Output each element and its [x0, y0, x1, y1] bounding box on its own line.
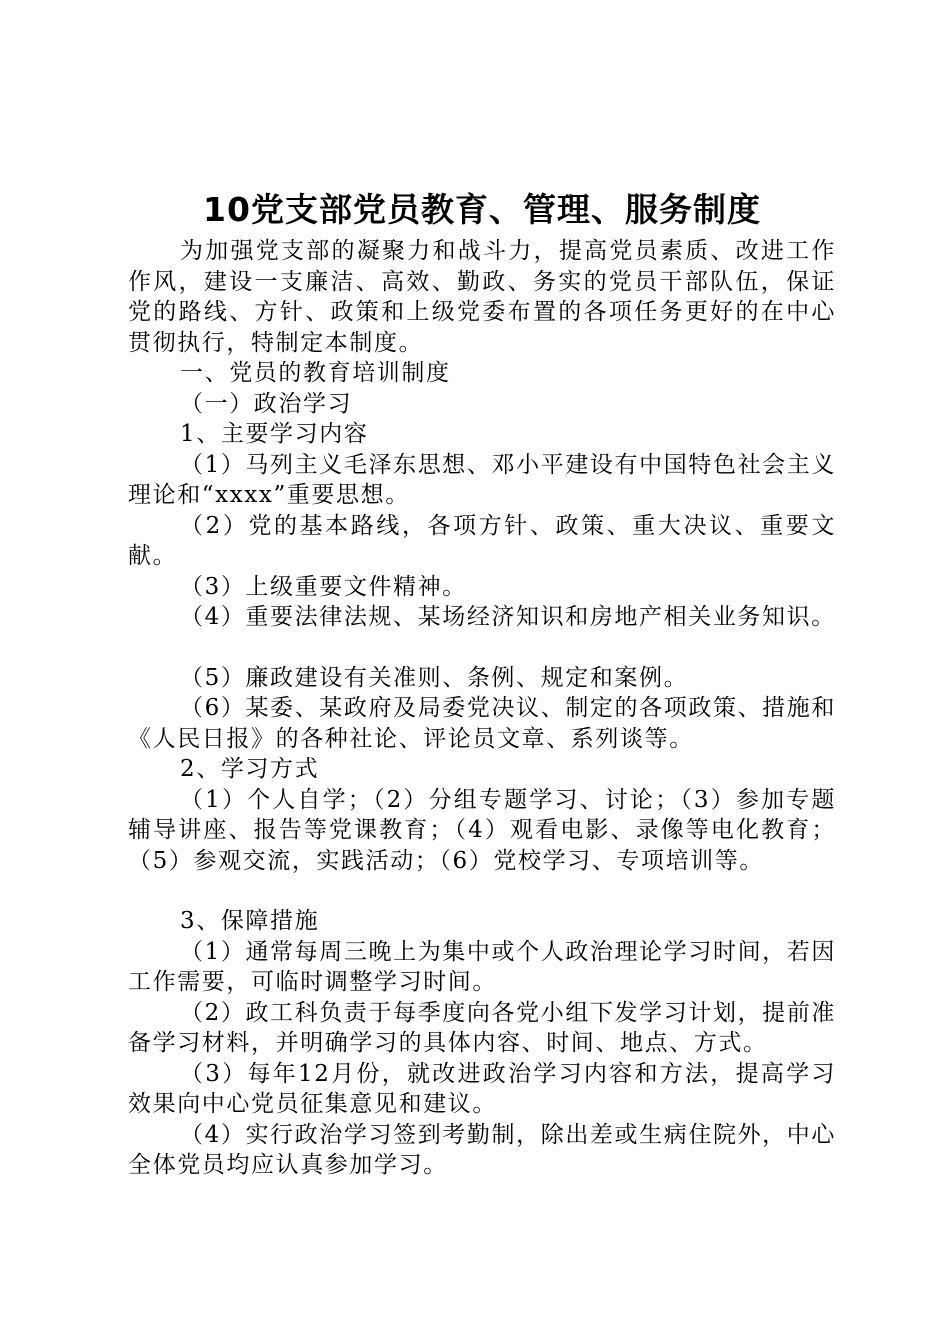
blank-line [128, 876, 836, 906]
list-item: （2）政工科负责于每季度向各党小组下发学习计划，提前准备学习材料，并明确学习的具体内容、时间、地点、方式。 [128, 999, 836, 1056]
list-item: （4）重要法律法规、某场经济知识和房地产相关业务知识。 [180, 604, 836, 630]
list-item: （1）马列主义毛泽东思想、邓小平建设有中国特色社会主义理论和“xxxx”重要思想。 [128, 451, 836, 508]
list-item: （3）上级重要文件精神。 [180, 573, 467, 600]
item-heading: 2、学习方式 [180, 756, 320, 782]
item-heading: 3、保障措施 [180, 908, 320, 934]
document-body [128, 236, 836, 1181]
list-item: （1）个人自学；（2）分组专题学习、讨论；（3）参加专题辅导讲座、报告等党课教育；（4）观看电影、录像等电化教育；（5）参观交流，实践活动；（6）党校学习、专项培训等。 [128, 786, 836, 874]
list-item: （3）每年12月份，就改进政治学习内容和方法，提高学习效果向中心党员征集意见和建议。 [128, 1060, 836, 1117]
list-item: （2）党的基本路线，各项方针、政策、重大决议、重要文献。 [128, 512, 836, 569]
subsection-heading: （一）政治学习 [180, 390, 353, 417]
document-page [128, 186, 836, 1181]
blank-line [128, 633, 836, 663]
item-heading: 1、主要学习内容 [180, 421, 369, 447]
list-item: （6）某委、某政府及局委党决议、制定的各项政策、措施和《人民日报》的各种社论、评论员文章、系列谈等。 [128, 695, 836, 752]
list-item: （5）廉政建设有关准则、条例、规定和案例。 [180, 664, 689, 691]
section-heading: 一、党员的教育培训制度 [180, 360, 451, 386]
list-item: （1）通常每周三晚上为集中或个人政治理论学习时间，若因工作需要，可临时调整学习时间。 [128, 938, 836, 995]
document-title: 10党支部党员教育、管理、服务制度 [203, 190, 761, 229]
intro-paragraph: 为加强党支部的凝聚力和战斗力，提高党员素质、改进工作作风，建设一支廉洁、高效、勤政、务实的党员干部队伍，保证党的路线、方针、政策和上级党委布置的各项任务更好的在中心贯彻执行，特制定本制度。 [128, 238, 836, 356]
list-item: （4）实行政治学习签到考勤制，除出差或生病住院外，中心全体党员均应认真参加学习。 [128, 1121, 836, 1178]
